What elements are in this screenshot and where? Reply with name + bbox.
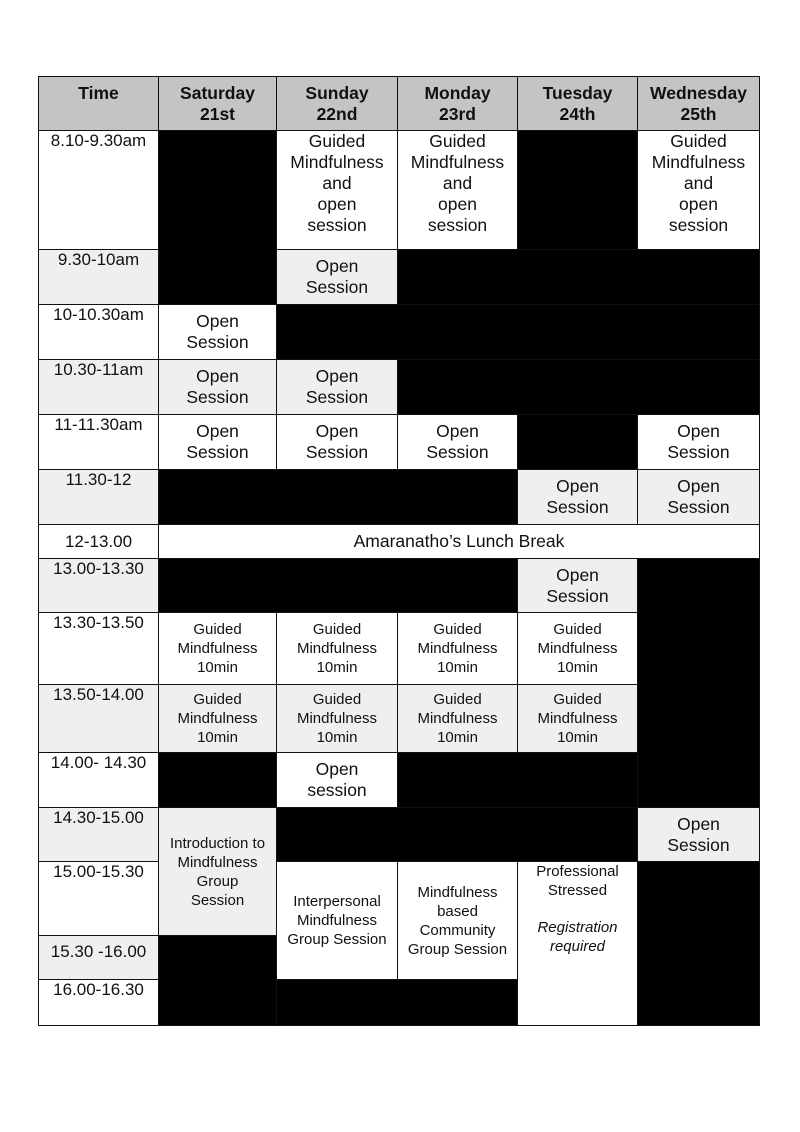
blocked-cell [638, 862, 760, 1026]
table-row [39, 305, 760, 360]
session-guided-10-monday: Guided Mindfulness 10min [398, 685, 518, 753]
blocked-cell [159, 753, 277, 808]
blocked-cell [159, 131, 277, 305]
time-cell: 13.00-13.30 [39, 559, 159, 613]
registration-note: Registration [537, 919, 618, 936]
session-guided-10-saturday: Guided Mindfulness 10min [159, 613, 277, 685]
time-cell: 13.50-14.00 [39, 685, 159, 753]
header-monday: Monday 23rd [398, 77, 518, 131]
table-row [39, 131, 760, 250]
session-open-wednesday: Open Session [638, 470, 760, 525]
time-cell: 15.00-15.30 [39, 862, 159, 936]
session-guided-10-tuesday: Guided Mindfulness 10min [518, 685, 638, 753]
time-cell: 14.30-15.00 [39, 808, 159, 862]
blocked-cell [277, 305, 760, 360]
blocked-cell [277, 808, 638, 862]
blocked-cell [518, 415, 638, 470]
session-open-saturday: Open Session [159, 415, 277, 470]
table-row [39, 525, 760, 559]
session-open-sunday: Open Session [277, 415, 398, 470]
table-row [39, 559, 760, 613]
session-interpersonal-sunday: Interpersonal Mindfulness Group Session [277, 862, 398, 980]
table-row [39, 862, 760, 936]
blocked-cell [159, 936, 277, 1026]
time-cell: 12-13.00 [39, 525, 159, 559]
time-cell: 13.30-13.50 [39, 613, 159, 685]
schedule-table [38, 76, 760, 1026]
session-professional-stressed-tuesday: Professional Stressed Registration required [518, 862, 638, 1026]
session-open-saturday: Open Session [159, 305, 277, 360]
time-cell: 8.10-9.30am [39, 131, 159, 250]
session-open-tuesday: Open Session [518, 470, 638, 525]
time-cell: 10.30-11am [39, 360, 159, 415]
time-cell: 11.30-12 [39, 470, 159, 525]
time-cell: 16.00-16.30 [39, 980, 159, 1026]
lunch-break-cell: Amaranatho’s Lunch Break [159, 525, 760, 559]
time-cell: 10-10.30am [39, 305, 159, 360]
blocked-cell [159, 559, 518, 613]
blocked-cell [159, 470, 518, 525]
time-cell: 15.30 -16.00 [39, 936, 159, 980]
blocked-cell [398, 753, 638, 808]
session-open-monday: Open Session [398, 415, 518, 470]
blocked-cell [638, 559, 760, 808]
blocked-cell [398, 360, 760, 415]
time-cell: 9.30-10am [39, 250, 159, 305]
table-row [39, 808, 760, 862]
header-time: Time [39, 77, 159, 131]
session-open-wednesday: Open Session [638, 808, 760, 862]
session-open-sunday: Open session [277, 753, 398, 808]
session-open-tuesday: Open Session [518, 559, 638, 613]
table-row [39, 250, 760, 305]
table-row [39, 360, 760, 415]
session-intro-mindfulness-saturday: Introduction to Mindfulness Group Session [159, 808, 277, 936]
session-open-sunday: Open Session [277, 250, 398, 305]
header-sunday: Sunday 22nd [277, 77, 398, 131]
session-guided-10-sunday: Guided Mindfulness 10min [277, 613, 398, 685]
session-open-sunday: Open Session [277, 360, 398, 415]
session-guided-open-wednesday: Guided Mindfulness and open session [638, 131, 760, 250]
session-guided-10-monday: Guided Mindfulness 10min [398, 613, 518, 685]
session-guided-open-sunday: Guided Mindfulness and open session [277, 131, 398, 250]
blocked-cell [277, 980, 518, 1026]
session-guided-open-monday: Guided Mindfulness and open session [398, 131, 518, 250]
session-community-monday: Mindfulness based Community Group Session [398, 862, 518, 980]
table-row [39, 415, 760, 470]
session-guided-10-saturday: Guided Mindfulness 10min [159, 685, 277, 753]
session-open-wednesday: Open Session [638, 415, 760, 470]
header-tuesday: Tuesday 24th [518, 77, 638, 131]
session-guided-10-tuesday: Guided Mindfulness 10min [518, 613, 638, 685]
header-wednesday: Wednesday 25th [638, 77, 760, 131]
blocked-cell [398, 250, 760, 305]
session-guided-10-sunday: Guided Mindfulness 10min [277, 685, 398, 753]
time-cell: 14.00- 14.30 [39, 753, 159, 808]
time-cell: 11-11.30am [39, 415, 159, 470]
blocked-cell [518, 131, 638, 250]
header-saturday: Saturday 21st [159, 77, 277, 131]
header-row [39, 77, 760, 131]
session-open-saturday: Open Session [159, 360, 277, 415]
table-row [39, 470, 760, 525]
